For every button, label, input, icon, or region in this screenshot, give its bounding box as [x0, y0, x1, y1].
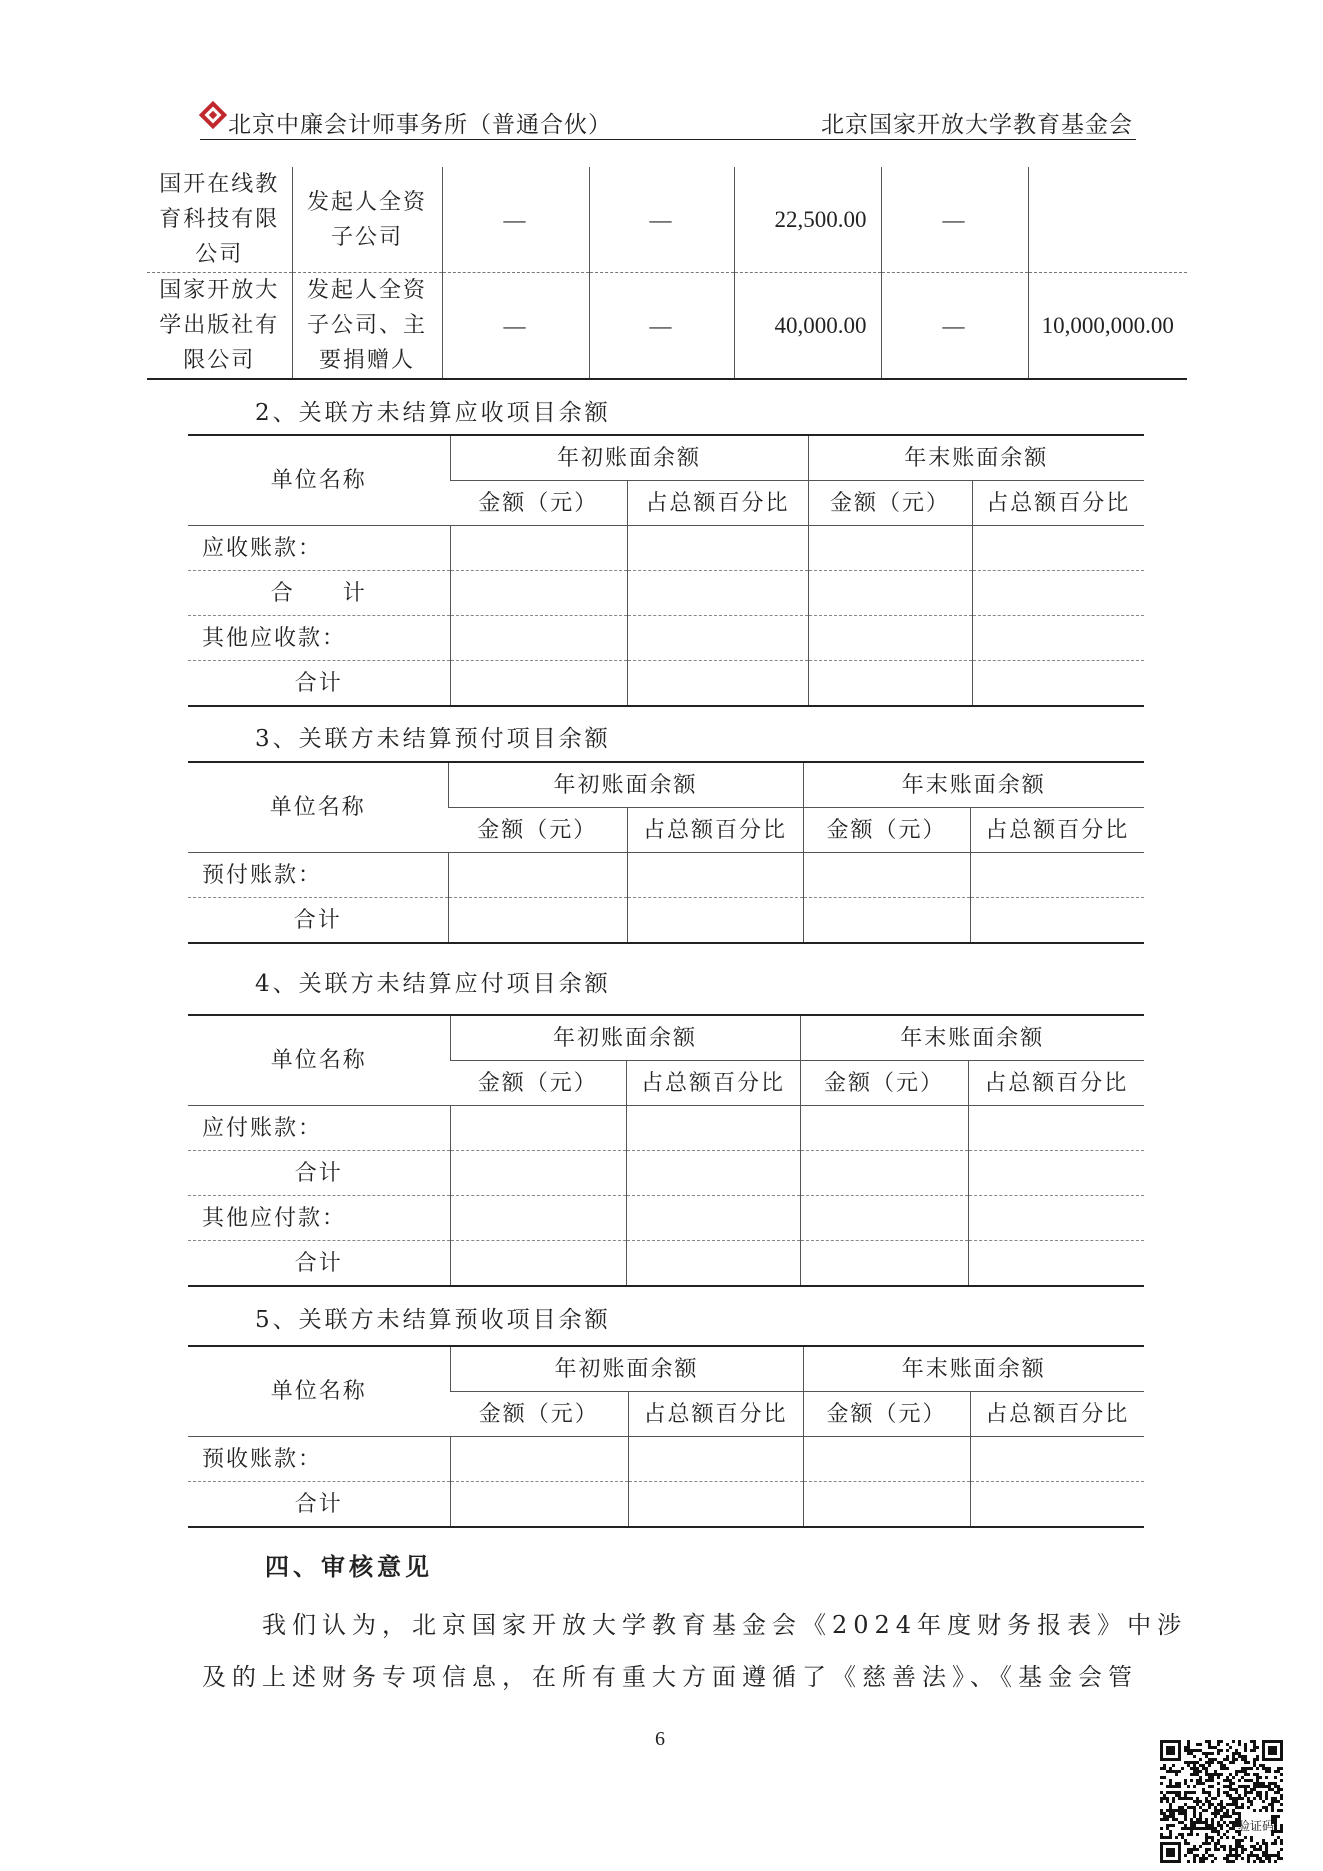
percent-header: 占总额百分比 — [628, 1392, 803, 1437]
page-number: 6 — [655, 1728, 665, 1750]
amount-header: 金额（元） — [450, 1392, 628, 1437]
amount-header: 金额（元） — [800, 1061, 968, 1106]
unit-name-header: 单位名称 — [188, 1015, 450, 1106]
row-label: 预收账款： — [188, 1437, 450, 1482]
relation-cell: 发起人全资子公司 — [292, 167, 442, 273]
unit-name-header: 单位名称 — [188, 1346, 450, 1437]
qr-label: 验证码 — [1237, 1819, 1275, 1833]
row-label: 预付账款： — [188, 853, 448, 898]
table-row — [188, 1241, 1144, 1287]
begin-balance-header: 年初账面余额 — [448, 762, 803, 808]
amount-cell: 40,000.00 — [734, 273, 881, 380]
table-row — [188, 571, 1144, 616]
company-name-cell: 国家开放大学出版社有限公司 — [147, 273, 292, 380]
value-cell: — — [881, 167, 1028, 273]
amount-header: 金额（元） — [450, 1061, 626, 1106]
firm-logo-icon — [198, 100, 228, 130]
unit-name-header: 单位名称 — [188, 435, 450, 526]
section-title: 2、关联方未结算应收项目余额 — [255, 400, 611, 426]
prepayments-balance-table — [188, 761, 1144, 944]
value-cell: 10,000,000.00 — [1028, 273, 1187, 380]
table-row — [147, 273, 1187, 380]
verification-qr-code-icon — [1160, 1740, 1283, 1863]
end-balance-header: 年末账面余额 — [808, 435, 1144, 481]
related-party-transactions-table — [147, 167, 1187, 380]
relation-cell: 发起人全资子公司、主要捐赠人 — [292, 273, 442, 380]
audit-opinion-line-2: 及的上述财务专项信息，在所有重大方面遵循了《慈善法》、《基金会管 — [202, 1663, 1138, 1691]
row-label: 合计 — [188, 1151, 450, 1196]
table-header-row — [188, 1015, 1144, 1061]
table-row — [188, 1151, 1144, 1196]
percent-header: 占总额百分比 — [968, 1061, 1144, 1106]
audit-opinion-line-1: 我们认为，北京国家开放大学教育基金会《2024年度财务报表》中涉 — [262, 1611, 1188, 1639]
amount-header: 金额（元） — [803, 808, 970, 853]
amount-header: 金额（元） — [808, 481, 972, 526]
end-balance-header: 年末账面余额 — [803, 1346, 1144, 1392]
value-cell: — — [881, 273, 1028, 380]
section-title: 4、关联方未结算应付项目余额 — [255, 971, 611, 997]
header-firm-name: 北京中廉会计师事务所（普通合伙） — [228, 112, 612, 138]
table-row — [188, 1437, 1144, 1482]
row-label: 合计 — [293, 907, 342, 933]
section-title: 3、关联方未结算预付项目余额 — [255, 726, 611, 752]
table-header-row — [188, 435, 1144, 481]
table-row — [188, 853, 1144, 898]
percent-header: 占总额百分比 — [970, 1392, 1144, 1437]
percent-header: 占总额百分比 — [626, 1061, 800, 1106]
table-row — [147, 167, 1187, 273]
audit-opinion-heading: 四、审核意见 — [265, 1552, 433, 1581]
amount-header: 金额（元） — [450, 481, 627, 526]
table-row — [188, 1196, 1144, 1241]
header-client-name: 北京国家开放大学教育基金会 — [821, 112, 1133, 138]
advance-receipts-balance-table — [188, 1345, 1144, 1528]
table-row — [188, 616, 1144, 661]
begin-balance-header: 年初账面余额 — [450, 1346, 803, 1392]
value-cell: — — [442, 167, 589, 273]
company-name-cell: 国开在线教育科技有限公司 — [147, 167, 292, 273]
header-rule — [200, 139, 1136, 140]
amount-cell: 22,500.00 — [734, 167, 881, 273]
row-label: 合计 — [294, 1491, 343, 1517]
percent-header: 占总额百分比 — [627, 481, 808, 526]
table-row — [188, 898, 1144, 944]
begin-balance-header: 年初账面余额 — [450, 1015, 800, 1061]
table-header-row — [188, 762, 1144, 808]
value-cell: — — [442, 273, 589, 380]
begin-balance-header: 年初账面余额 — [450, 435, 808, 481]
row-label: 合 计 — [188, 571, 450, 616]
value-cell: — — [589, 167, 734, 273]
amount-header: 金额（元） — [448, 808, 627, 853]
end-balance-header: 年末账面余额 — [803, 762, 1144, 808]
payables-balance-table — [188, 1014, 1144, 1287]
row-label: 应付账款： — [188, 1106, 450, 1151]
receivables-balance-table — [188, 434, 1144, 707]
row-label: 其他应收款： — [188, 616, 450, 661]
table-header-row — [188, 1346, 1144, 1392]
table-row — [188, 1482, 1144, 1528]
percent-header: 占总额百分比 — [972, 481, 1144, 526]
row-label: 合计 — [294, 670, 343, 696]
percent-header: 占总额百分比 — [627, 808, 803, 853]
row-label: 合计 — [294, 1250, 343, 1276]
table-row — [188, 661, 1144, 707]
unit-name-header: 单位名称 — [188, 762, 448, 853]
row-label: 其他应付款： — [188, 1196, 450, 1241]
row-label: 应收账款： — [188, 526, 450, 571]
table-row — [188, 526, 1144, 571]
percent-header: 占总额百分比 — [970, 808, 1144, 853]
end-balance-header: 年末账面余额 — [800, 1015, 1144, 1061]
amount-header: 金额（元） — [803, 1392, 970, 1437]
value-cell: — — [589, 273, 734, 380]
value-cell — [1028, 167, 1187, 273]
section-title: 5、关联方未结算预收项目余额 — [255, 1307, 611, 1333]
table-row — [188, 1106, 1144, 1151]
